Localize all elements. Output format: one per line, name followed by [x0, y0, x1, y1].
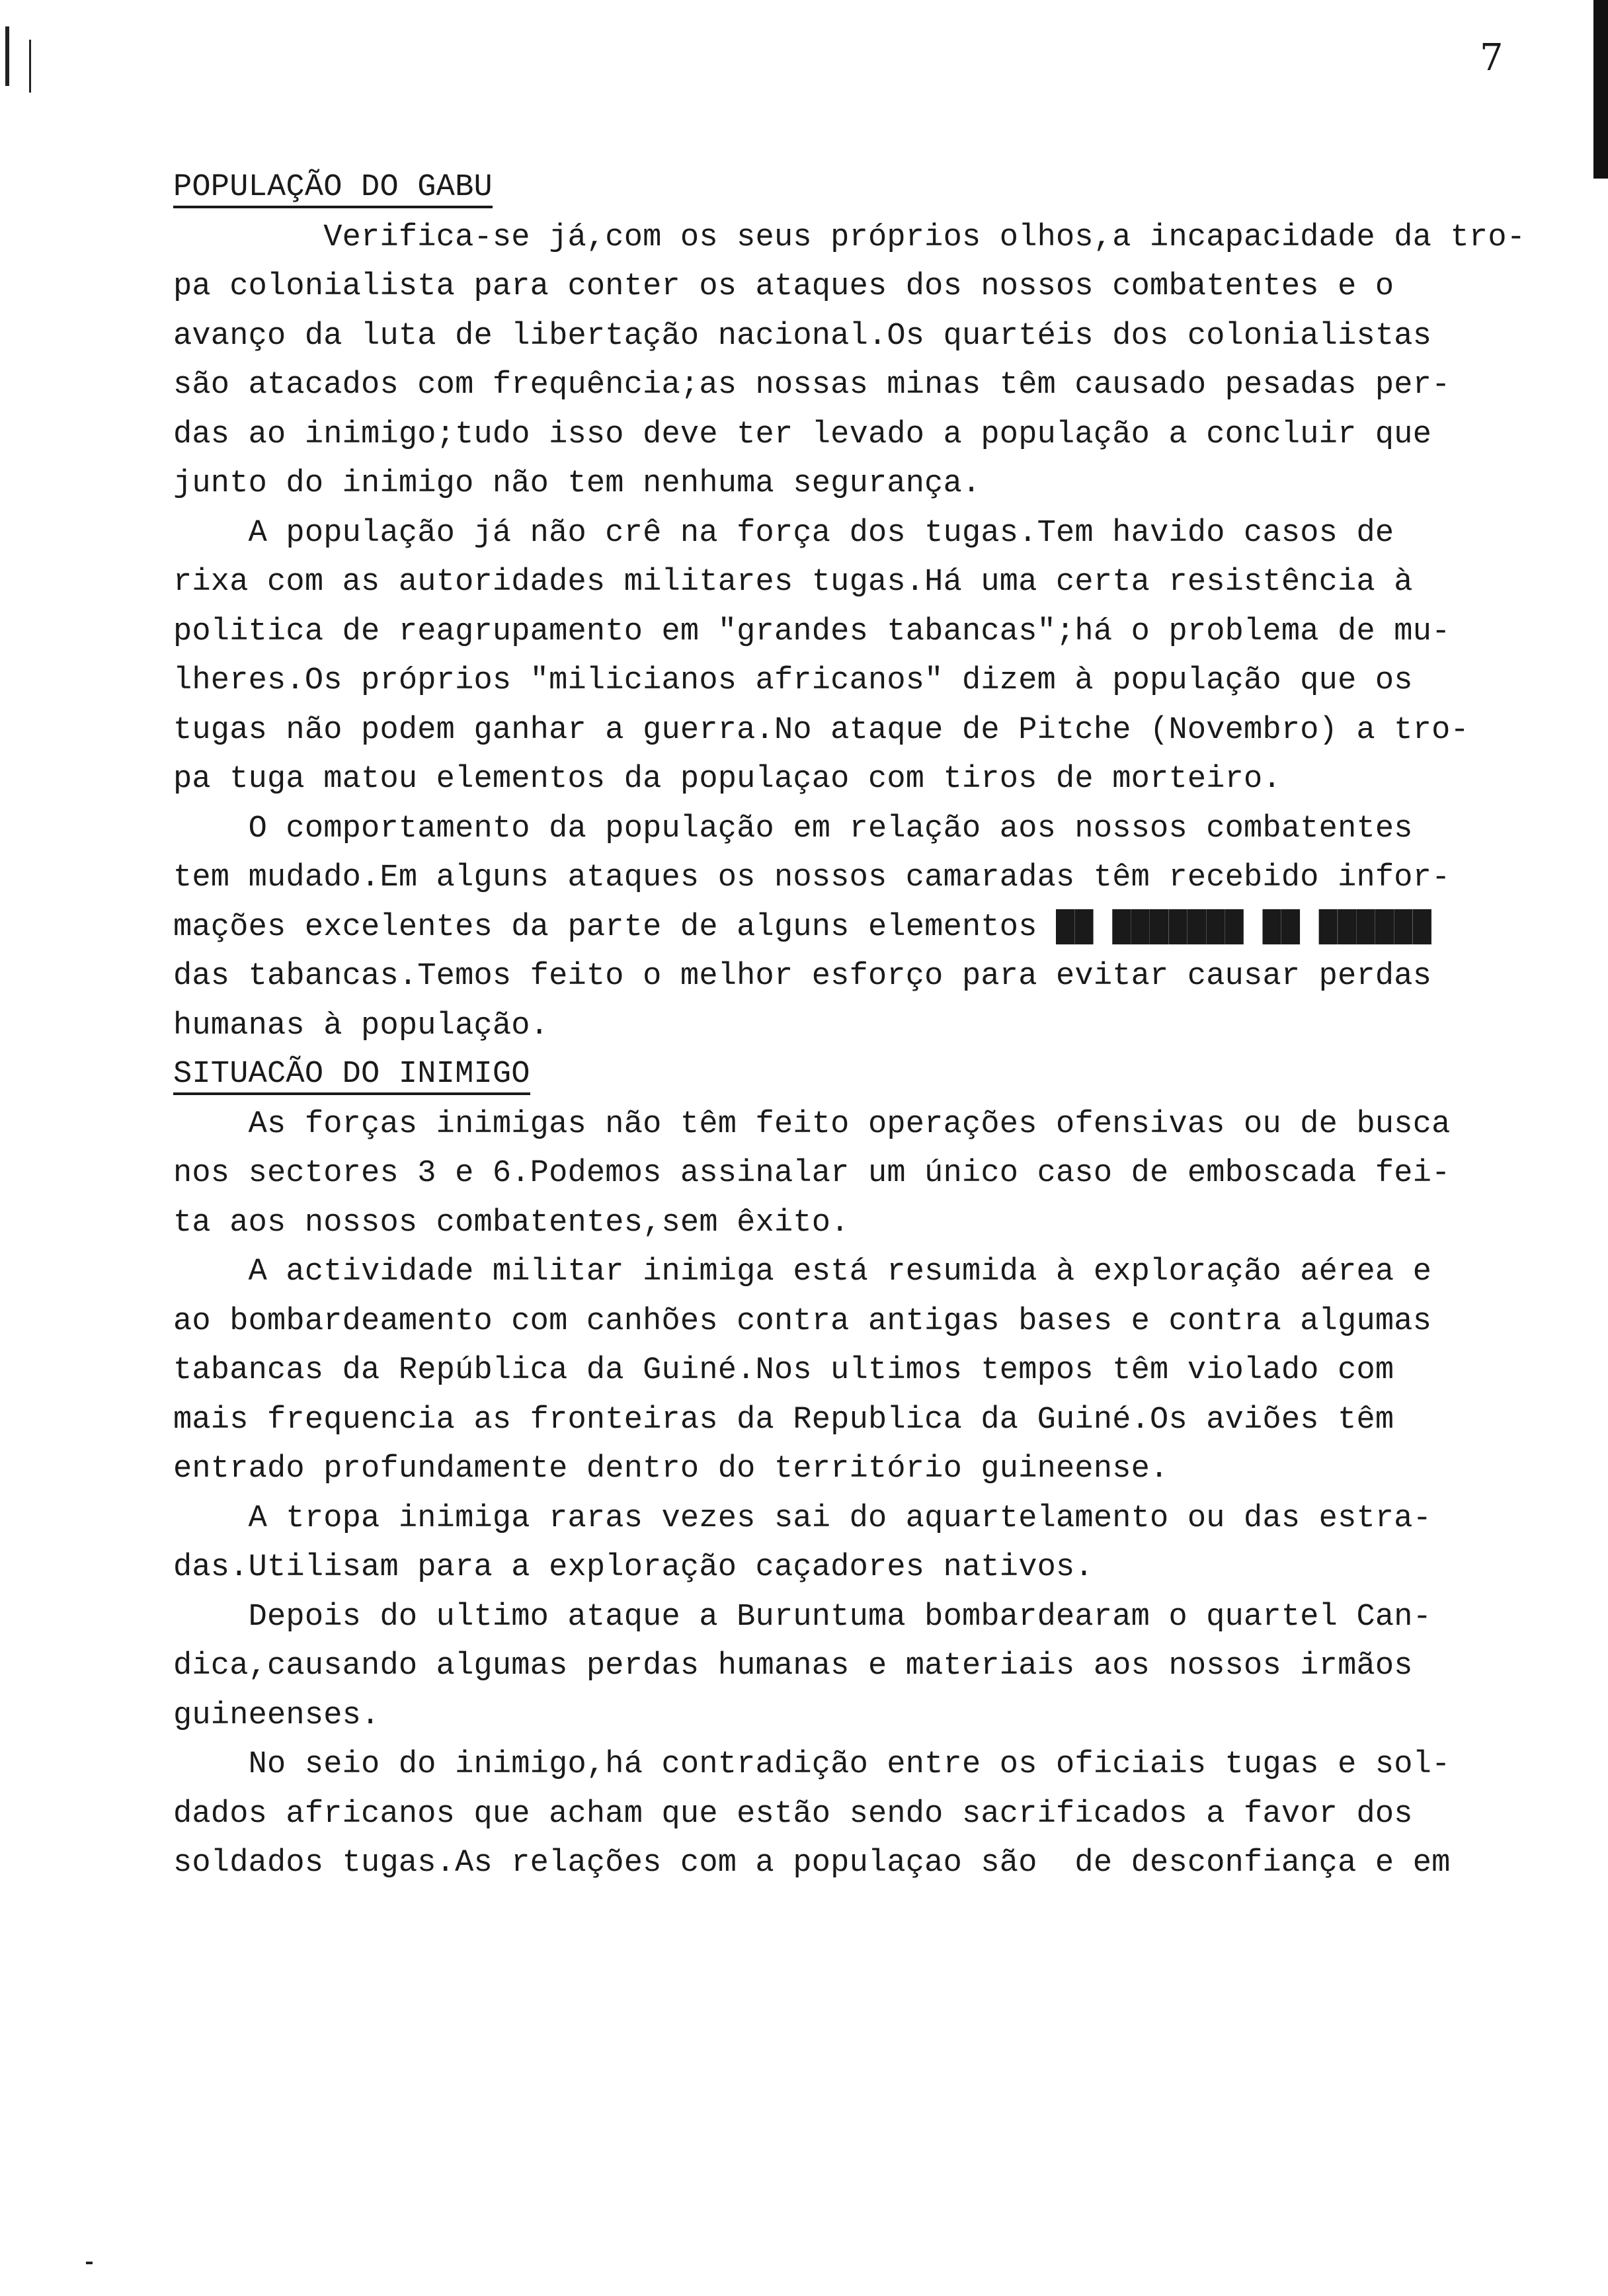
- text-line: O comportamento da população em relação aos nossos combatentes: [173, 811, 1413, 846]
- section-heading: SITUACÃO DO INIMIGO: [173, 1058, 530, 1094]
- text-line: A tropa inimiga raras vezes sai do aquartelamento ou das estra-: [173, 1500, 1432, 1536]
- text-line: das tabancas.Temos feito o melhor esforço para evitar causar perdas: [173, 959, 1432, 994]
- text-line: pa tuga matou elementos da populaçao com tiros de morteiro.: [173, 762, 1281, 797]
- text-line: junto do inimigo não tem nenhuma segurança.: [173, 466, 981, 501]
- text-line: No seio do inimigo,há contradição entre os oficiais tugas e sol-: [173, 1747, 1451, 1782]
- text-line: são atacados com frequência;as nossas minas têm causado pesadas per-: [173, 368, 1451, 403]
- section-heading-row: [173, 1051, 1582, 1100]
- text-line: tem mudado.Em alguns ataques os nossos camaradas têm recebido infor-: [173, 860, 1451, 895]
- document-body: [173, 164, 1582, 1889]
- text-line: As forças inimigas não têm feito operações ofensivas ou de busca: [173, 1106, 1451, 1142]
- scan-edge-shadow: [1593, 0, 1608, 179]
- text-line: entrado profundamente dentro do território guineense.: [173, 1452, 1169, 1487]
- text-line: A população já não crê na força dos tugas.Tem havido casos de: [173, 515, 1394, 551]
- text-line: ta aos nossos combatentes,sem êxito.: [173, 1205, 850, 1241]
- text-line: lheres.Os próprios "milicianos africanos" dizem à população que os: [173, 663, 1413, 698]
- text-line: mais frequencia as fronteiras da Republica da Guiné.Os aviões têm: [173, 1402, 1394, 1438]
- text-line: politica de reagrupamento em "grandes tabancas";há o problema de mu-: [173, 614, 1451, 649]
- text-line: tugas não podem ganhar a guerra.No ataque de Pitche (Novembro) a tro-: [173, 712, 1469, 748]
- text-line: ao bombardeamento com canhões contra antigas bases e contra algumas: [173, 1303, 1432, 1339]
- margin-mark: [5, 26, 9, 86]
- text-line: pa colonialista para conter os ataques dos nossos combatentes e o: [173, 269, 1394, 304]
- text-line: guineenses.: [173, 1698, 380, 1733]
- section-heading: POPULAÇÃO DO GABU: [173, 171, 493, 208]
- text-line: soldados tugas.As relações com a populaçao são de desconfiança e em: [173, 1846, 1451, 1881]
- text-line: A actividade militar inimiga está resumida à exploração aérea e: [173, 1254, 1432, 1290]
- text-line: Depois do ultimo ataque a Buruntuma bombardearam o quartel Can-: [173, 1599, 1432, 1635]
- page-number: 7: [1480, 36, 1504, 79]
- margin-mark: [29, 40, 31, 93]
- text-line: Verifica-se já,com os seus próprios olhos,a incapacidade da tro-: [173, 220, 1526, 255]
- text-line: das.Utilisam para a exploração caçadores nativos.: [173, 1550, 1094, 1585]
- text-line: das ao inimigo;tudo isso deve ter levado a população a concluir que: [173, 417, 1432, 452]
- text-line: tabancas da República da Guiné.Nos ultimos tempos têm violado com: [173, 1353, 1394, 1388]
- text-line: dados africanos que acham que estão sendo sacrificados a favor dos: [173, 1796, 1413, 1832]
- text-line: dica,causando algumas perdas humanas e materiais aos nossos irmãos: [173, 1649, 1413, 1684]
- text-line: nos sectores 3 e 6.Podemos assinalar um único caso de emboscada fei-: [173, 1156, 1451, 1191]
- section-heading-row: [173, 164, 1582, 214]
- text-line: mações excelentes da parte de alguns elementos ██ ███████ ██ ██████: [173, 909, 1432, 945]
- text-line: humanas à população.: [173, 1008, 549, 1044]
- margin-mark: [86, 2262, 93, 2264]
- text-line: avanço da luta de libertação nacional.Os quartéis dos colonialistas: [173, 318, 1432, 354]
- text-line: rixa com as autoridades militares tugas.Há uma certa resistência à: [173, 565, 1413, 600]
